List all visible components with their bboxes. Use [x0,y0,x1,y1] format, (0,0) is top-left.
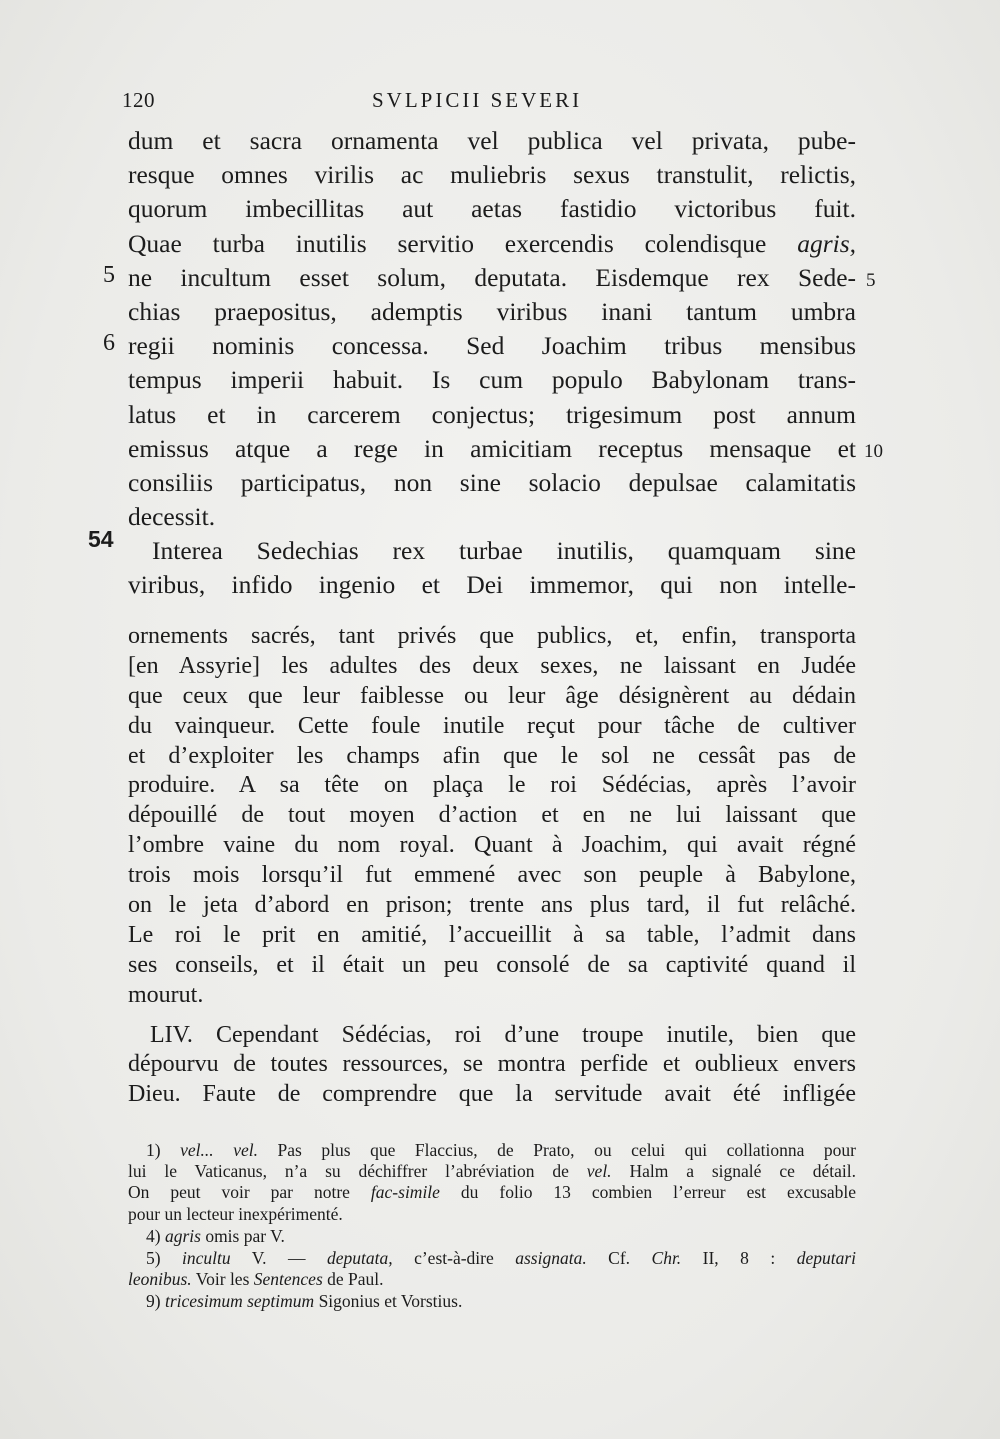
footnote-text: omis par V. [200,1225,285,1246]
footnote-italic: agris [164,1225,201,1246]
footnote-text: lui le Vaticanus, n’a su déchiffrer l’abréviation de [128,1161,587,1182]
french-line: dépourvu de toutes ressources, se montra perfide et oublieux envers [128,1051,856,1078]
footnote-text: Cf. [586,1247,652,1268]
footnote-line [128,1182,856,1203]
footnote-text: du folio 13 combien l’erreur est excusable [439,1182,856,1203]
footnote-italic: tricesimum septimum [164,1291,315,1312]
latin-line: tempus imperii habuit. Is cum populo Babylonam trans- [128,365,856,395]
latin-line: consiliis participatus, non sine solacio depulsae calamitatis [128,467,856,497]
footnote-line [128,1161,856,1182]
footnotes [128,1140,856,1313]
footnote-italic: Sentences [253,1269,323,1290]
french-line: mourut. [128,981,204,1008]
french-line: l’ombre vaine du nom royal. Quant à Joachim, qui avait régné [128,832,856,859]
french-line: et d’exploiter les champs afin que le sol ne cessât pas de [128,742,856,769]
footnote-number: 5) [146,1247,183,1268]
footnote-line [128,1269,856,1290]
footnote-text: de Paul. [322,1269,384,1290]
french-line: ornements sacrés, tant privés que publics, et, enfin, transporta [128,623,856,649]
french-translation [128,622,856,1110]
line-number: 5 [866,270,876,291]
footnote-italic: vel... vel. [180,1140,258,1160]
french-line: du vainqueur. Cette foule inutile reçut pour tâche de cultiver [128,712,856,739]
french-line: Le roi le prit en amitié, l’accueillit à sa table, l’admit dans [128,921,856,948]
footnote-number: 4) [146,1225,165,1246]
running-title: SVLPICII SEVERI [372,88,583,112]
latin-text [128,124,856,603]
footnote-text: Sigonius et Vorstius. [314,1291,463,1312]
footnote-italic: leonibus. [128,1269,192,1290]
latin-line: quorum imbecillitas aut aetas fastidio victoribus fuit. [128,194,856,224]
latin-line: Interea Sedechias rex turbae inutilis, quamquam sine [152,536,856,566]
french-line: [en Assyrie] les adultes des deux sexes, ne laissant en Judée [128,652,856,679]
latin-line: chias praepositus, ademptis viribus inani tantum umbra [128,296,856,326]
footnote-text: c’est-à-dire [392,1247,516,1268]
latin-text-run: Quae turba inutilis servitio exercendis colendisque [128,228,798,258]
latin-line: ne incultum esset solum, deputata. Eisdemque rex Sede- [128,262,856,292]
verse-number: 5 [103,262,115,288]
latin-line: resque omnes virilis ac muliebris sexus transtulit, relictis, [128,160,856,190]
page-number: 120 [122,88,155,112]
verse-number: 6 [103,330,115,356]
latin-line [128,227,856,261]
latin-line: decessit. [128,502,216,532]
footnote-italic: Chr. [651,1247,682,1268]
footnote-line [128,1226,856,1247]
footnote-text: Pas plus que Flaccius, de Prato, ou celui qui collationna pour [257,1140,857,1160]
latin-line: latus et in carcerem conjectus; trigesimum post annum [128,399,856,429]
footnote-italic: vel. [586,1161,612,1182]
footnote-number: 9) [146,1291,165,1312]
french-line: LIV. Cependant Sédécias, roi d’une troupe inutile, bien que [150,1021,856,1048]
latin-line: emissus atque a rege in amicitiam receptus mensaque et [128,433,856,463]
footnote-text: II, 8 : [681,1247,797,1268]
french-line: Dieu. Faute de comprendre que la servitude avait été infligée [128,1081,856,1108]
french-line: trois mois lorsqu’il fut emmené avec son peuple à Babylone, [128,862,856,889]
footnote-text: V. — [230,1247,327,1268]
footnote-italic: incultu [182,1247,231,1268]
footnote-line: pour un lecteur inexpérimenté. [128,1203,343,1224]
footnote-italic: deputari [796,1247,856,1268]
french-line: produire. A sa tête on plaça le roi Sédécias, après l’avoir [128,772,856,799]
footnote-line [128,1140,856,1161]
footnote-text: Halm a signalé ce détail. [611,1161,856,1182]
latin-line: regii nominis concessa. Sed Joachim tribus mensibus [128,331,856,361]
footnote-text: Voir les [191,1269,254,1290]
footnote-italic: assignata. [515,1247,587,1268]
french-line: que ceux que leur faiblesse ou leur âge désignèrent au dédain [128,682,856,709]
footnote-line [128,1291,856,1312]
section-number: 54 [88,526,114,552]
footnote-italic: deputata, [327,1247,393,1268]
footnote-number: 1) [146,1140,181,1160]
french-line: ses conseils, et il était un peu consolé de sa captivité quand il [128,951,856,978]
french-line: on le jeta d’abord en prison; trente ans plus tard, il fut relâché. [128,892,856,919]
latin-italic-word: agris, [797,228,856,258]
latin-line: dum et sacra ornamenta vel publica vel privata, pube- [128,126,856,155]
footnote-line [128,1248,856,1269]
footnote-text: On peut voir par notre [128,1182,371,1203]
line-number: 10 [864,441,883,462]
latin-line: viribus, infido ingenio et Dei immemor, qui non intelle- [128,570,856,600]
footnote-italic: fac-simile [370,1182,440,1203]
french-line: dépouillé de tout moyen d’action et en ne lui laissant que [128,802,856,829]
